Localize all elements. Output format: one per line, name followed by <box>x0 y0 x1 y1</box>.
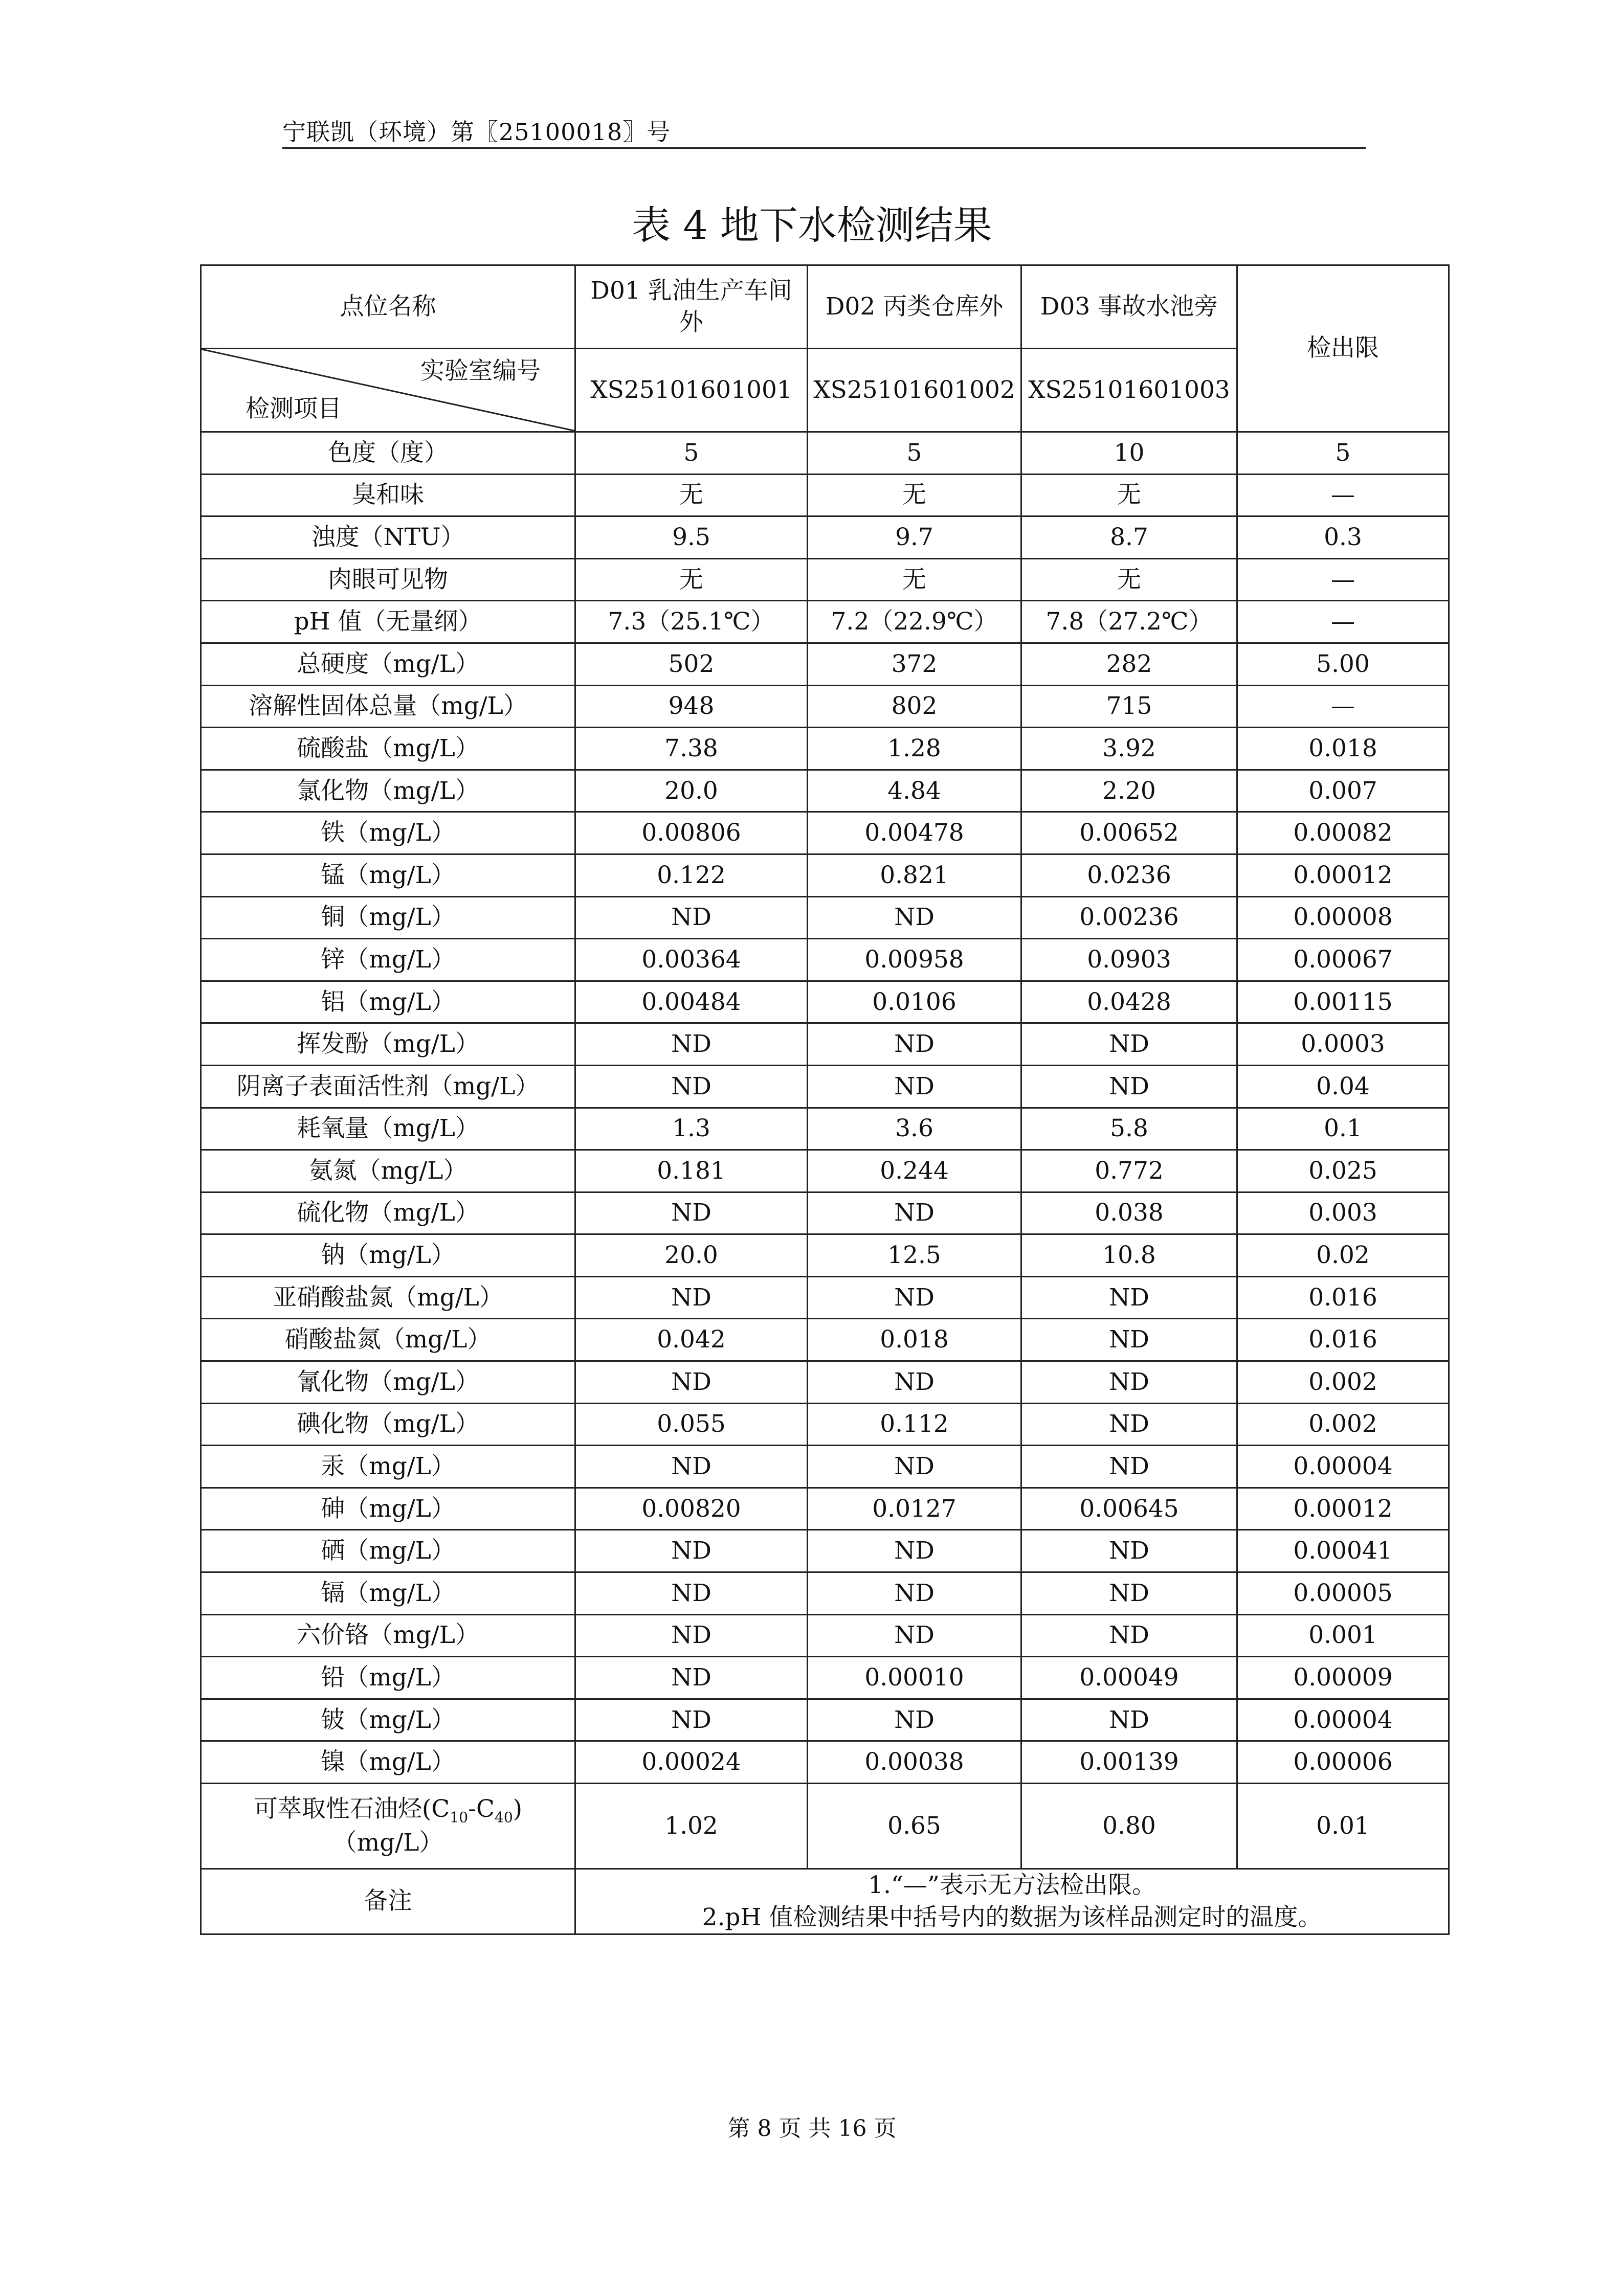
value-cell: 7.8（27.2℃） <box>1021 601 1237 643</box>
value-cell: ND <box>1021 1023 1237 1066</box>
item-name-cell: 钠（mg/L） <box>201 1234 575 1277</box>
value-cell: 无 <box>1021 474 1237 516</box>
value-cell: ND <box>575 1276 808 1319</box>
value-cell: ND <box>575 1530 808 1572</box>
value-cell: 0.00820 <box>575 1488 808 1530</box>
value-cell: 0.00236 <box>1021 896 1237 939</box>
lab-id-cell: XS25101601002 <box>808 349 1021 432</box>
value-cell: 5 <box>575 432 808 475</box>
table-row <box>201 1192 1449 1234</box>
value-cell: 8.7 <box>1021 516 1237 559</box>
value-cell: 无 <box>1021 558 1237 601</box>
table-row <box>201 558 1449 601</box>
value-cell: 无 <box>808 558 1021 601</box>
item-name-cell: 硫酸盐（mg/L） <box>201 728 575 770</box>
value-cell: 0.00958 <box>808 939 1021 981</box>
value-cell: ND <box>1021 1446 1237 1488</box>
value-cell: ND <box>808 1361 1021 1404</box>
value-cell: ND <box>1021 1614 1237 1657</box>
value-cell: 372 <box>808 643 1021 685</box>
value-cell: 无 <box>575 474 808 516</box>
value-cell: 0.772 <box>1021 1150 1237 1192</box>
note-line: 1.“—”表示无方法检出限。 <box>868 1871 1156 1900</box>
table-row <box>201 939 1449 981</box>
value-cell: ND <box>808 1192 1021 1234</box>
limit-cell: 0.0003 <box>1237 1023 1449 1066</box>
table-row <box>201 1572 1449 1615</box>
limit-cell: 5 <box>1237 432 1449 475</box>
limit-cell: 0.00005 <box>1237 1572 1449 1615</box>
item-name-cell: pH 值（无量纲） <box>201 601 575 643</box>
item-name-cell: 肉眼可见物 <box>201 558 575 601</box>
item-name-cell: 氨氮（mg/L） <box>201 1150 575 1192</box>
value-cell: 0.112 <box>808 1403 1021 1446</box>
value-cell: 5 <box>808 432 1021 475</box>
value-cell: ND <box>1021 1403 1237 1446</box>
header-row-sites <box>201 265 1449 349</box>
table-row <box>201 1065 1449 1108</box>
limit-cell: 0.002 <box>1237 1361 1449 1404</box>
value-cell: 12.5 <box>808 1234 1021 1277</box>
site-name-cell: D03 事故水池旁 <box>1021 265 1237 349</box>
limit-cell: — <box>1237 685 1449 728</box>
value-cell: 282 <box>1021 643 1237 685</box>
value-cell: 4.84 <box>808 770 1021 812</box>
item-name-part: 可萃取性石油烃(C <box>253 1795 450 1824</box>
value-cell: 0.042 <box>575 1319 808 1361</box>
value-cell: ND <box>575 896 808 939</box>
header-rule <box>282 147 1366 149</box>
table-row <box>201 981 1449 1023</box>
item-name-cell: 亚硝酸盐氮（mg/L） <box>201 1276 575 1319</box>
value-cell: 0.00478 <box>808 812 1021 854</box>
value-cell: 0.00364 <box>575 939 808 981</box>
value-cell: 7.38 <box>575 728 808 770</box>
item-name-part: 10 <box>450 1809 469 1826</box>
item-name-cell: 阴离子表面活性剂（mg/L） <box>201 1065 575 1108</box>
table-row <box>201 1150 1449 1192</box>
value-cell: 0.018 <box>808 1319 1021 1361</box>
item-name-cell: 硝酸盐氮（mg/L） <box>201 1319 575 1361</box>
table-row <box>201 1319 1449 1361</box>
table-row <box>201 770 1449 812</box>
lab-id-cell: XS25101601001 <box>575 349 808 432</box>
value-cell: 0.00024 <box>575 1741 808 1784</box>
limit-cell: 0.00115 <box>1237 981 1449 1023</box>
table-row <box>201 432 1449 475</box>
value-cell: 0.00139 <box>1021 1741 1237 1784</box>
limit-cell: 0.00008 <box>1237 896 1449 939</box>
table-row <box>201 1276 1449 1319</box>
item-name-cell: 氰化物（mg/L） <box>201 1361 575 1404</box>
diagonal-header-cell <box>201 349 575 432</box>
value-cell: ND <box>1021 1572 1237 1615</box>
value-cell: 0.00484 <box>575 981 808 1023</box>
limit-cell: — <box>1237 474 1449 516</box>
item-name-cell: 臭和味 <box>201 474 575 516</box>
item-name-cell: 溶解性固体总量（mg/L） <box>201 685 575 728</box>
limit-cell: 0.00082 <box>1237 812 1449 854</box>
page-number: 第 8 页 共 16 页 <box>727 2115 897 2142</box>
table-row <box>201 601 1449 643</box>
value-cell: 5.8 <box>1021 1108 1237 1150</box>
limit-cell: 0.002 <box>1237 1403 1449 1446</box>
limit-cell: 5.00 <box>1237 643 1449 685</box>
item-name-cell: 六价铬（mg/L） <box>201 1614 575 1657</box>
value-cell: 0.0428 <box>1021 981 1237 1023</box>
item-name-cell: 锌（mg/L） <box>201 939 575 981</box>
value-cell: 0.0236 <box>1021 854 1237 896</box>
site-name-cell: D01 乳油生产车间外 <box>575 265 808 349</box>
limit-cell: 0.00012 <box>1237 854 1449 896</box>
item-name-cell: 总硬度（mg/L） <box>201 643 575 685</box>
value-cell: 0.038 <box>1021 1192 1237 1234</box>
value-cell: 0.00010 <box>808 1657 1021 1699</box>
limit-cell: 0.01 <box>1237 1784 1449 1869</box>
lab-id-label: 实验室编号 <box>420 357 541 385</box>
value-cell: 1.28 <box>808 728 1021 770</box>
item-name-cell: 挥发酚（mg/L） <box>201 1023 575 1066</box>
groundwater-results-table <box>200 264 1450 1935</box>
item-name-cell: 锰（mg/L） <box>201 854 575 896</box>
table-row <box>201 685 1449 728</box>
value-cell: 0.0127 <box>808 1488 1021 1530</box>
value-cell: 无 <box>575 558 808 601</box>
table-row <box>201 854 1449 896</box>
value-cell: ND <box>808 1572 1021 1615</box>
notes-content <box>575 1869 1449 1934</box>
limit-cell: 0.001 <box>1237 1614 1449 1657</box>
value-cell: ND <box>808 1614 1021 1657</box>
table-row <box>201 1234 1449 1277</box>
value-cell: ND <box>808 1065 1021 1108</box>
item-name-part: -C <box>468 1795 495 1824</box>
value-cell: 715 <box>1021 685 1237 728</box>
table-row <box>201 1403 1449 1446</box>
value-cell: 0.0903 <box>1021 939 1237 981</box>
report-reference-number: 宁联凯（环境）第〖25100018〗号 <box>282 118 671 146</box>
limit-cell: 0.1 <box>1237 1108 1449 1150</box>
value-cell: 无 <box>808 474 1021 516</box>
value-cell: 1.02 <box>575 1784 808 1869</box>
item-name-part: 40 <box>494 1809 513 1826</box>
item-name-cell: 镍（mg/L） <box>201 1741 575 1784</box>
value-cell: 0.80 <box>1021 1784 1237 1869</box>
value-cell: 948 <box>575 685 808 728</box>
value-cell: 802 <box>808 685 1021 728</box>
table-row <box>201 728 1449 770</box>
item-name-cell: 砷（mg/L） <box>201 1488 575 1530</box>
table-row <box>201 1108 1449 1150</box>
notes-row <box>201 1869 1449 1934</box>
table-row <box>201 1530 1449 1572</box>
item-name-cell: 色度（度） <box>201 432 575 475</box>
limit-cell: 0.00009 <box>1237 1657 1449 1699</box>
table-row <box>201 1784 1449 1869</box>
item-name-cell: 氯化物（mg/L） <box>201 770 575 812</box>
table-row <box>201 643 1449 685</box>
value-cell: 10.8 <box>1021 1234 1237 1277</box>
limit-cell: 0.3 <box>1237 516 1449 559</box>
item-name-cell: 铝（mg/L） <box>201 981 575 1023</box>
value-cell: ND <box>575 1614 808 1657</box>
value-cell: ND <box>808 1023 1021 1066</box>
note-line: 2.pH 值检测结果中括号内的数据为该样品测定时的温度。 <box>702 1903 1322 1931</box>
table-row <box>201 1741 1449 1784</box>
table-row <box>201 1023 1449 1066</box>
value-cell: 1.3 <box>575 1108 808 1150</box>
item-name-cell: 耗氧量（mg/L） <box>201 1108 575 1150</box>
limit-cell: 0.003 <box>1237 1192 1449 1234</box>
item-name-cell <box>201 1784 575 1869</box>
table-title: 表 4 地下水检测结果 <box>632 202 992 248</box>
item-name-cell: 汞（mg/L） <box>201 1446 575 1488</box>
item-label: 检测项目 <box>246 394 342 423</box>
value-cell: 20.0 <box>575 1234 808 1277</box>
table-row <box>201 1488 1449 1530</box>
lab-id-cell: XS25101601003 <box>1021 349 1237 432</box>
value-cell: 0.00645 <box>1021 1488 1237 1530</box>
table-row <box>201 474 1449 516</box>
value-cell: 3.92 <box>1021 728 1237 770</box>
value-cell: ND <box>575 1361 808 1404</box>
value-cell: 0.244 <box>808 1150 1021 1192</box>
detection-limit-label: 检出限 <box>1237 265 1449 432</box>
limit-cell: 0.016 <box>1237 1319 1449 1361</box>
value-cell: 3.6 <box>808 1108 1021 1150</box>
item-name-cell: 浊度（NTU） <box>201 516 575 559</box>
value-cell: 0.00049 <box>1021 1657 1237 1699</box>
notes-label: 备注 <box>201 1869 575 1934</box>
value-cell: ND <box>808 1276 1021 1319</box>
item-name-cell: 硫化物（mg/L） <box>201 1192 575 1234</box>
item-name-cell: 铜（mg/L） <box>201 896 575 939</box>
limit-cell: — <box>1237 558 1449 601</box>
limit-cell: 0.00004 <box>1237 1699 1449 1741</box>
value-cell: 0.181 <box>575 1150 808 1192</box>
value-cell: ND <box>575 1699 808 1741</box>
item-name-cell: 铅（mg/L） <box>201 1657 575 1699</box>
limit-cell: 0.00012 <box>1237 1488 1449 1530</box>
value-cell: 0.00038 <box>808 1741 1021 1784</box>
limit-cell: 0.00004 <box>1237 1446 1449 1488</box>
site-name-cell: D02 丙类仓库外 <box>808 265 1021 349</box>
value-cell: 0.0106 <box>808 981 1021 1023</box>
table-row <box>201 812 1449 854</box>
value-cell: ND <box>575 1446 808 1488</box>
value-cell: 502 <box>575 643 808 685</box>
table-row <box>201 1657 1449 1699</box>
table-row <box>201 1699 1449 1741</box>
table-row <box>201 1446 1449 1488</box>
value-cell: ND <box>808 1699 1021 1741</box>
value-cell: 10 <box>1021 432 1237 475</box>
limit-cell: 0.04 <box>1237 1065 1449 1108</box>
value-cell: ND <box>808 1530 1021 1572</box>
value-cell: 7.3（25.1℃） <box>575 601 808 643</box>
value-cell: ND <box>1021 1530 1237 1572</box>
table-row <box>201 1614 1449 1657</box>
value-cell: ND <box>575 1065 808 1108</box>
item-name-part: ) <box>513 1795 523 1824</box>
value-cell: 0.122 <box>575 854 808 896</box>
value-cell: ND <box>575 1657 808 1699</box>
value-cell: 0.65 <box>808 1784 1021 1869</box>
value-cell: 0.055 <box>575 1403 808 1446</box>
value-cell: ND <box>1021 1065 1237 1108</box>
value-cell: 9.5 <box>575 516 808 559</box>
value-cell: ND <box>808 1446 1021 1488</box>
limit-cell: — <box>1237 601 1449 643</box>
item-name-cell: 镉（mg/L） <box>201 1572 575 1615</box>
value-cell: 0.00652 <box>1021 812 1237 854</box>
table-row <box>201 516 1449 559</box>
point-name-label: 点位名称 <box>201 265 575 349</box>
item-name-cell: 铁（mg/L） <box>201 812 575 854</box>
value-cell: ND <box>575 1572 808 1615</box>
value-cell: 7.2（22.9℃） <box>808 601 1021 643</box>
value-cell: ND <box>1021 1319 1237 1361</box>
value-cell: 2.20 <box>1021 770 1237 812</box>
limit-cell: 0.00006 <box>1237 1741 1449 1784</box>
limit-cell: 0.025 <box>1237 1150 1449 1192</box>
limit-cell: 0.00067 <box>1237 939 1449 981</box>
item-unit: （mg/L） <box>332 1828 443 1857</box>
value-cell: ND <box>575 1192 808 1234</box>
value-cell: 0.821 <box>808 854 1021 896</box>
value-cell: ND <box>808 896 1021 939</box>
limit-cell: 0.018 <box>1237 728 1449 770</box>
value-cell: ND <box>1021 1276 1237 1319</box>
limit-cell: 0.007 <box>1237 770 1449 812</box>
value-cell: ND <box>575 1023 808 1066</box>
value-cell: 9.7 <box>808 516 1021 559</box>
value-cell: 20.0 <box>575 770 808 812</box>
limit-cell: 0.02 <box>1237 1234 1449 1277</box>
table-row <box>201 1361 1449 1404</box>
item-name-cell: 碘化物（mg/L） <box>201 1403 575 1446</box>
value-cell: ND <box>1021 1699 1237 1741</box>
limit-cell: 0.00041 <box>1237 1530 1449 1572</box>
table-row <box>201 896 1449 939</box>
value-cell: 0.00806 <box>575 812 808 854</box>
limit-cell: 0.016 <box>1237 1276 1449 1319</box>
item-name-cell: 硒（mg/L） <box>201 1530 575 1572</box>
value-cell: ND <box>1021 1361 1237 1404</box>
item-name-cell: 铍（mg/L） <box>201 1699 575 1741</box>
